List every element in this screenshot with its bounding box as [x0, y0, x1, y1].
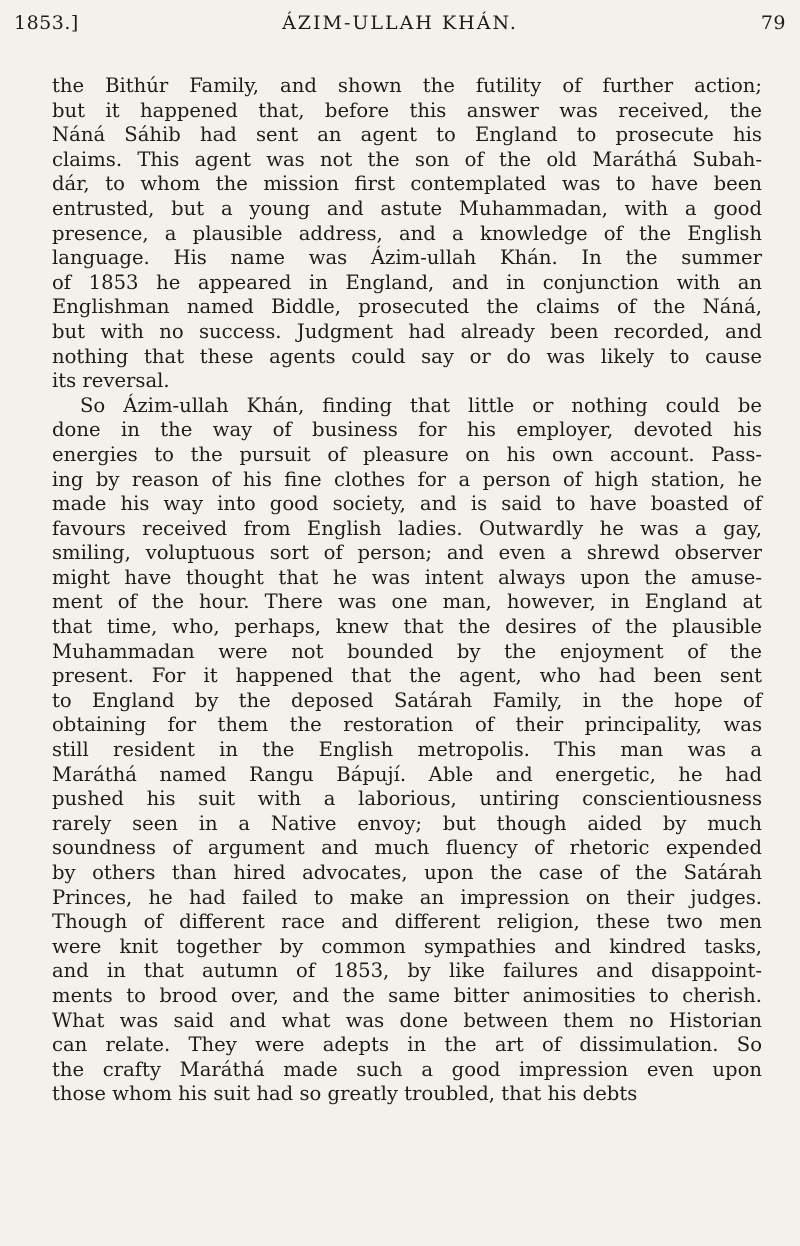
text-line: energies to the pursuit of pleasure on his own account. Pass- — [52, 442, 762, 466]
text-line: soundness of argument and much fluency of rhetoric expended — [52, 836, 762, 860]
text-line: the Bithúr Family, and shown the futility of further action; — [52, 74, 762, 97]
text-line: and in that autumn of 1853, by like failures and disappoint- — [52, 959, 762, 983]
header-title: ÁZIM-ULLAH KHÁN. — [282, 12, 518, 34]
text-line: favours received from English ladies. Outwardly he was a gay, — [52, 516, 762, 540]
text-line: still resident in the English metropolis. This man was a — [52, 738, 762, 762]
text-line: were knit together by common sympathies and kindred tasks, — [52, 934, 762, 958]
text-line: language. His name was Ázim-ullah Khán. In the summer — [52, 246, 762, 270]
text-line: claims. This agent was not the son of the old Maráthá Subah- — [52, 147, 762, 171]
text-line: Though of different race and different religion, these two men — [52, 910, 762, 934]
text-line: smiling, voluptuous sort of person; and even a shrewd observer — [52, 541, 762, 565]
text-line: that time, who, perhaps, knew that the desires of the plausible — [52, 615, 762, 639]
text-line: obtaining for them the restoration of their principality, was — [52, 713, 762, 737]
page-number: 79 — [760, 12, 786, 34]
text-line: ments to brood over, and the same bitter animosities to cherish. — [52, 983, 762, 1007]
text-line: those whom his suit had so greatly troubled, that his debts — [52, 1082, 638, 1106]
running-header — [14, 12, 786, 42]
text-line: the crafty Maráthá made such a good impression even upon — [52, 1057, 762, 1081]
text-line: ing by reason of his fine clothes for a person of high station, he — [52, 467, 762, 491]
text-line: entrusted, but a young and astute Muhammadan, with a good — [52, 196, 762, 220]
text-line: So Ázim-ullah Khán, finding that little or nothing could be — [80, 393, 762, 417]
text-line: to England by the deposed Satárah Family, in the hope of — [52, 688, 762, 712]
text-line: made his way into good society, and is said to have boasted of — [52, 492, 762, 516]
text-line: nothing that these agents could say or do was likely to cause — [52, 344, 762, 368]
text-line: What was said and what was done between them no Historian — [52, 1008, 762, 1032]
text-line: ment of the hour. There was one man, however, in England at — [52, 590, 762, 614]
text-line: its reversal. — [52, 369, 170, 393]
text-line: dár, to whom the mission first contemplated was to have been — [52, 172, 762, 196]
text-line: present. For it happened that the agent, who had been sent — [52, 664, 762, 688]
text-line: Englishman named Biddle, prosecuted the claims of the Náná, — [52, 295, 762, 319]
text-line: Princes, he had failed to make an impression on their judges. — [52, 885, 762, 909]
text-line: of 1853 he appeared in England, and in conjunction with an — [52, 270, 762, 294]
text-line: Maráthá named Rangu Bápují. Able and energetic, he had — [52, 762, 762, 786]
text-line: pushed his suit with a laborious, untiring conscientiousness — [52, 787, 762, 811]
text-line: but it happened that, before this answer was received, the — [52, 98, 762, 122]
text-line: might have thought that he was intent always upon the amuse- — [52, 565, 762, 589]
text-line: presence, a plausible address, and a knowledge of the English — [52, 221, 762, 245]
body-text — [52, 74, 762, 1107]
text-line: Muhammadan were not bounded by the enjoyment of the — [52, 639, 762, 663]
text-line: by others than hired advocates, upon the case of the Satárah — [52, 861, 762, 884]
text-line: can relate. They were adepts in the art of dissimulation. So — [52, 1033, 762, 1057]
text-line: Náná Sáhib had sent an agent to England to prosecute his — [52, 123, 762, 147]
header-year: 1853.] — [14, 12, 79, 34]
text-line: done in the way of business for his employer, devoted his — [52, 418, 762, 442]
text-line: rarely seen in a Native envoy; but though aided by much — [52, 811, 762, 835]
text-line: but with no success. Judgment had already been recorded, and — [52, 319, 762, 343]
